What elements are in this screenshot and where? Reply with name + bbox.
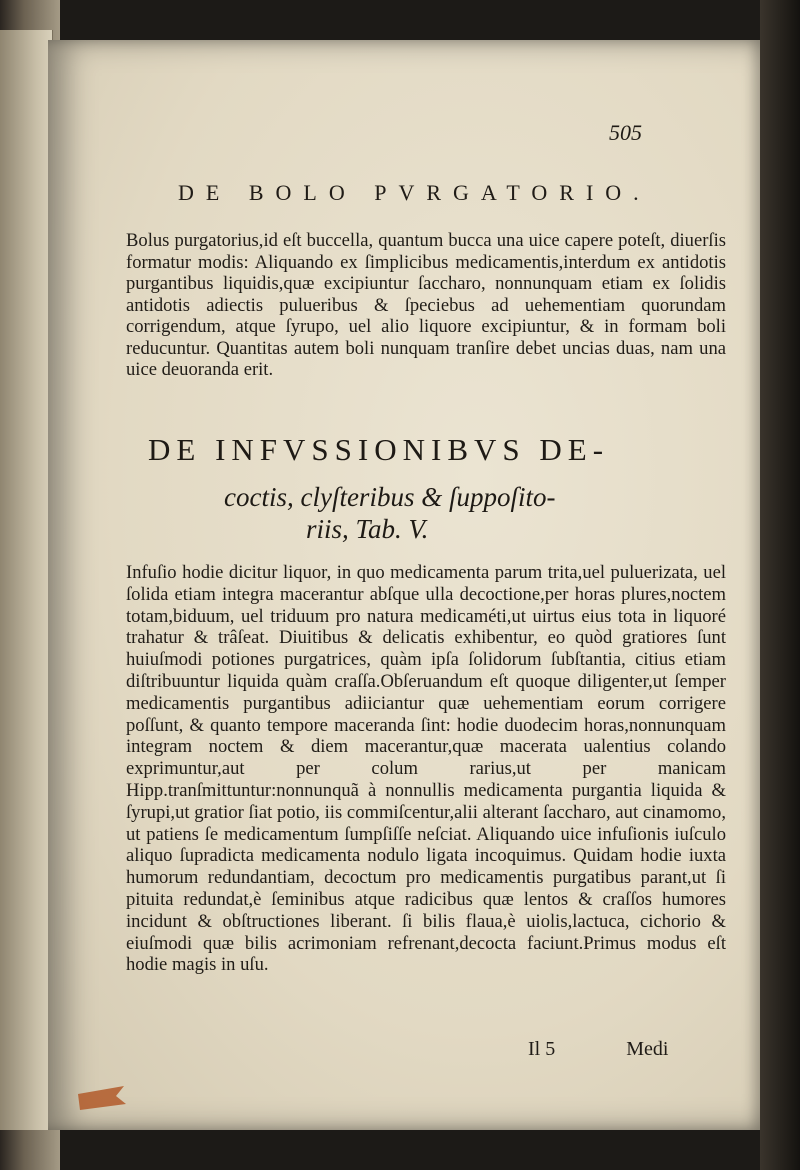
section-heading-infusionibus-line3: riis, Tab. V. (306, 514, 429, 544)
section-heading-bolo: DE BOLO PVRGATORIO. (178, 180, 651, 205)
book-page (48, 40, 760, 1130)
previous-leaf-edge (0, 30, 53, 1130)
paragraph-infusio (126, 562, 726, 976)
page-number: 505 (609, 120, 642, 145)
paragraph-bolus (126, 230, 726, 381)
section-heading-infusionibus-line2: coctis, clyſteribus & ſuppoſito- (224, 482, 556, 512)
paragraph-infusio-text: Infuſio hodie dicitur liquor, in quo medicamenta parum trita,uel puluerizata, uel ſolida etiam integra macerantur abſque ulla decoctione,per horas plures,noctem totam,biduum, uel triduum pro natura medicaméti,ut uirtus eius tota in liquoré trahatur & trâſeat. Diuitibus & delicatis exhibentur, eo quòd gratiores ſunt huiuſmodi potiones purgatrices, quàm ipſa ſolidorum ſubſtantia, citius etiam diſtribuuntur liquida quàm craſſa.Obſeruandum eſt quoque diligenter,ut ſemper medicamentis purgantibus adiiciantur quæ uehementiam eorum corrigere poſſunt, & quanto tempore maceranda ſint: hodie duodecim horas,nonnunquam integram noctem & diem macerantur,quæ macerata ualentius colando exprimuntur,aut per colum rarius,ut per manicam Hipp.tranſmittuntur:nonnunquã à nonnullis medicamenta purgantia liquida & ſyrupi,ut gratior ſiat potio, iis commiſcentur,alii alterant ſaccharo, aut cinamomo, ut patiens ſe medicamentum ſumpſiſſe neſciat. Aliquando uice infuſionis iuſculo aliquo ſupradicta medicamenta nodulo ligata incoquimus. Quidam hodie iuxta humorum redundantiam, decoctum pro medicamentis purgatibus parant,ut ſi pituita redundat,è ſeminibus atque radicibus quæ lentos & craſſos humores incidunt & obſtructiones liberant. ſi bilis flaua,è uiolis,lactuca, cichorio & eiuſmodi quæ bilis acrimoniam refrenant,decocta faciunt.Primus modus eſt hodie magis in uſu. (126, 562, 726, 976)
section-heading-infusionibus: DE INFVSSIONIBVS DE- (148, 432, 610, 467)
page-right-shadow (760, 0, 800, 1170)
page-footer (528, 1038, 668, 1061)
signature-mark: Il 5 (528, 1038, 556, 1060)
catchword: Medi (626, 1038, 669, 1060)
ribbon-bookmark-icon (78, 1082, 128, 1122)
paragraph-bolus-text: Bolus purgatorius,id eſt buccella, quantum bucca una uice capere poteſt, diuerſis formatur modis: Aliquando ex ſimplicibus medicamentis,interdum ex antidotis purgantibus liquidis,quæ excipiuntur ſaccharo, nonnunquam etiam ex ſolidis antidotis adiectis pulueribus & ſpeciebus ad uehementiam quorundam corrigendum, atque ſyrupo, uel alio liquore excipiuntur, & in formam boli reducuntur. Quantitas autem boli nunquam tranſire debet uncias duas, nam una uice deuoranda erit. (126, 230, 726, 380)
